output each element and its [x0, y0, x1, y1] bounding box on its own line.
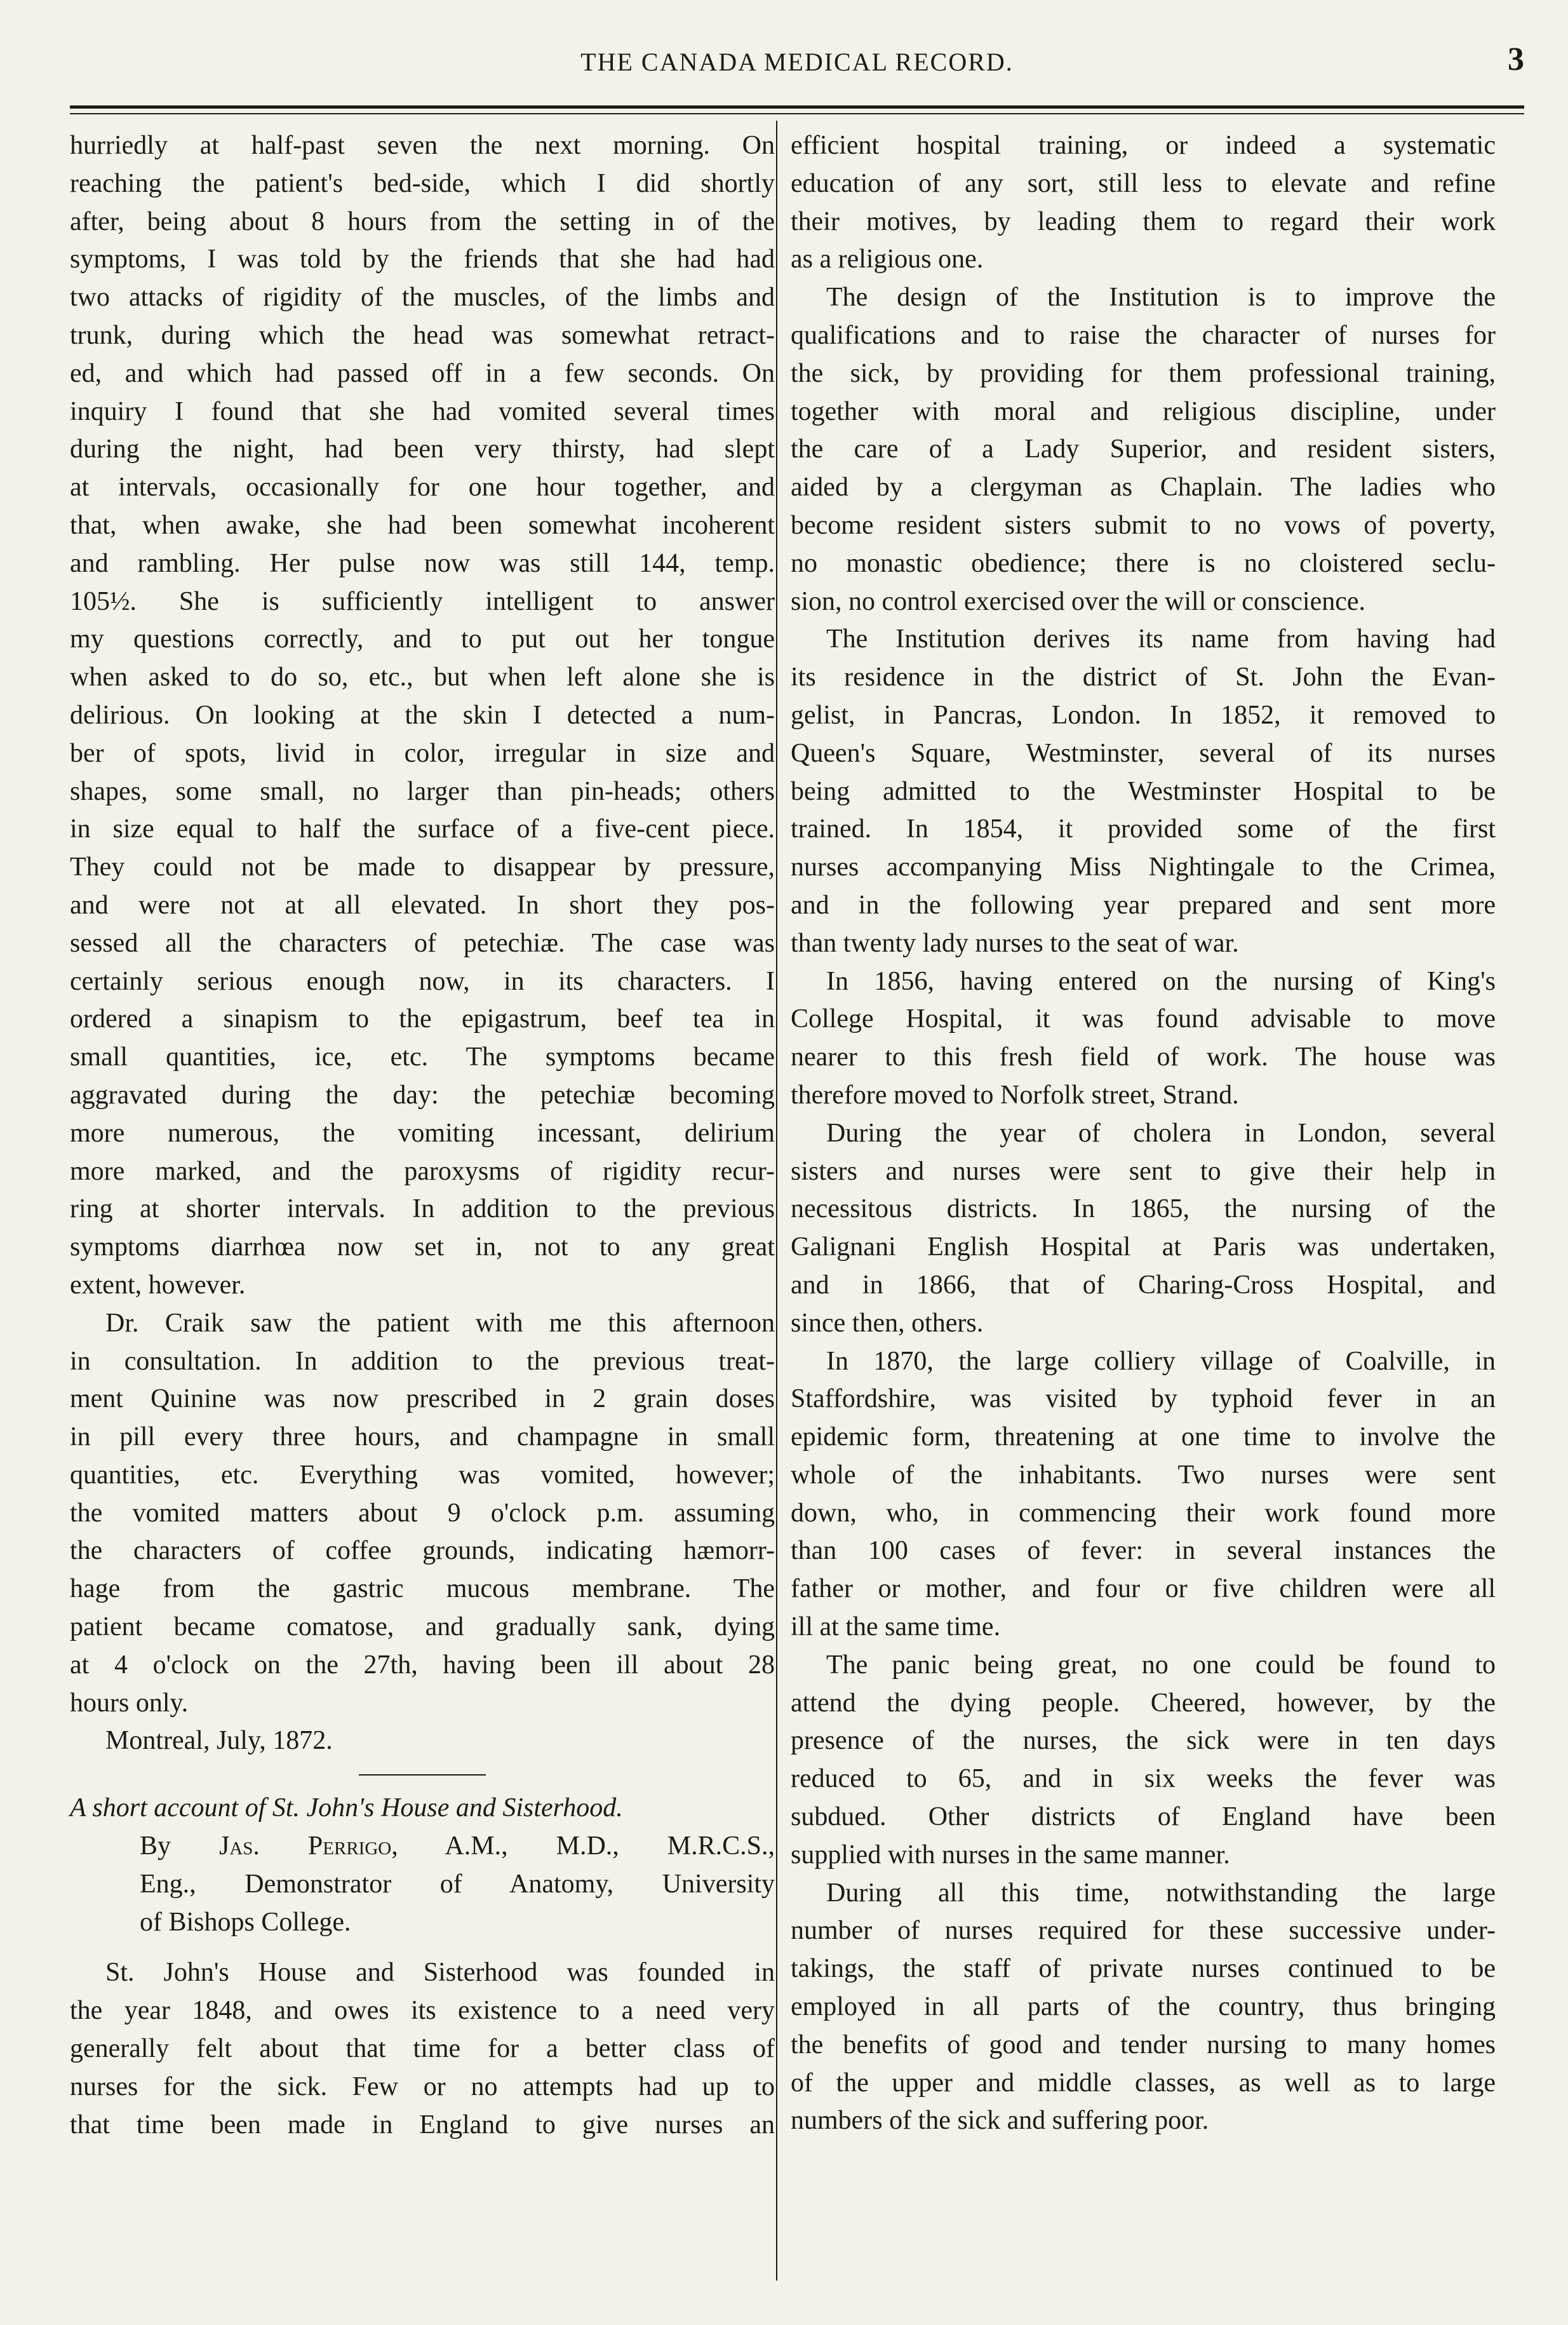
paragraph [791, 1343, 1496, 1647]
text-line: hage from the gastric mucous membrane. The [70, 1574, 775, 1604]
text-line: small quantities, ice, etc. The symptoms became [70, 1042, 775, 1072]
text-line: quantities, etc. Everything was vomited, however; [70, 1460, 775, 1490]
text-line: and in the following year prepared and sent more [791, 890, 1496, 920]
text-line: whole of the inhabitants. Two nurses were sent [791, 1460, 1496, 1490]
text-line: St. John's House and Sisterhood was founded in [105, 1958, 775, 1988]
text-line: qualifications and to raise the character of nurses for [791, 320, 1496, 350]
paragraph [791, 963, 1496, 1115]
right-column [791, 127, 1496, 2140]
byline [70, 1828, 775, 1941]
text-line: inquiry I found that she had vomited several times [70, 396, 775, 426]
text-line: more numerous, the vomiting incessant, delirium [70, 1118, 775, 1148]
text-line: nurses accompanying Miss Nightingale to the Crimea, [791, 852, 1496, 882]
text-line: being admitted to the Westminster Hospital to be [791, 776, 1496, 806]
text-line: patient became comatose, and gradually sank, dying [70, 1612, 775, 1642]
text-line: become resident sisters submit to no vows of poverty, [791, 510, 1496, 540]
paragraph [70, 1305, 775, 1723]
paragraph [791, 1647, 1496, 1875]
text-line: attend the dying people. Cheered, however, by the [791, 1688, 1496, 1718]
header-rule-thin [70, 113, 1524, 114]
text-line: symptoms, I was told by the friends that she had had [70, 245, 775, 274]
text-line: numbers of the sick and suffering poor. [791, 2106, 1209, 2136]
text-line: supplied with nurses in the same manner. [791, 1840, 1230, 1870]
paragraph [791, 1115, 1496, 1343]
text-line: extent, however. [70, 1270, 246, 1300]
byline-author: Jas. Perrigo, [219, 1831, 398, 1861]
text-line: father or mother, and four or five children were all [791, 1574, 1496, 1604]
text-line: symptoms diarrhœa now set in, not to any great [70, 1232, 775, 1262]
text-line: no monastic obedience; there is no cloistered seclu- [791, 548, 1496, 578]
header-rule-thick [70, 105, 1524, 109]
text-line: and in 1866, that of Charing-Cross Hospital, and [791, 1270, 1496, 1300]
text-line: nurses for the sick. Few or no attempts had up to [70, 2072, 775, 2101]
page-header [70, 38, 1524, 95]
text-line: College Hospital, it was found advisable to move [791, 1004, 1496, 1034]
text-line: the sick, by providing for them professional training, [791, 358, 1496, 388]
text-line: at 4 o'clock on the 27th, having been ill about 28 [70, 1650, 775, 1680]
text-line: than 100 cases of fever: in several instances the [791, 1536, 1496, 1566]
text-line: ring at shorter intervals. In addition to the previous [70, 1194, 775, 1224]
paragraph [70, 127, 775, 1305]
text-line: shapes, some small, no larger than pin-heads; others [70, 776, 775, 806]
text-line: ment Quinine was now prescribed in 2 grain doses [70, 1384, 775, 1414]
text-line: reaching the patient's bed-side, which I did shortly [70, 168, 775, 198]
text-line: that, when awake, she had been somewhat incoherent [70, 510, 775, 540]
dateline: Montreal, July, 1872. [105, 1726, 333, 1756]
text-line: sessed all the characters of petechiæ. The case was [70, 928, 775, 958]
text-line: efficient hospital training, or indeed a systematic [791, 131, 1496, 160]
column-divider [776, 121, 777, 2281]
text-line: ill at the same time. [791, 1612, 1001, 1642]
byline-line: of Bishops College. [140, 1907, 351, 1937]
text-line: sisters and nurses were sent to give their help in [791, 1156, 1496, 1186]
text-line: more marked, and the paroxysms of rigidity recur- [70, 1156, 775, 1186]
text-line: Dr. Craik saw the patient with me this afternoon [105, 1308, 775, 1338]
text-line: certainly serious enough now, in its characters. I [70, 966, 775, 996]
text-line: reduced to 65, and in six weeks the fever was [791, 1764, 1496, 1794]
text-line: at intervals, occasionally for one hour together, and [70, 473, 775, 502]
running-title: THE CANADA MEDICAL RECORD. [580, 48, 1014, 76]
text-line: delirious. On looking at the skin I detected a num- [70, 700, 775, 730]
text-line: trained. In 1854, it provided some of the first [791, 814, 1496, 844]
byline-by: By [140, 1831, 171, 1861]
text-line: employed in all parts of the country, thus bringing [791, 1992, 1496, 2022]
text-line: subdued. Other districts of England have been [791, 1802, 1496, 1832]
text-line: The panic being great, no one could be found to [826, 1650, 1496, 1680]
text-line: takings, the staff of private nurses continued to be [791, 1954, 1496, 1984]
text-line: the vomited matters about 9 o'clock p.m. assuming [70, 1498, 775, 1528]
text-line: gelist, in Pancras, London. In 1852, it removed to [791, 700, 1496, 730]
text-line: aggravated during the day: the petechiæ becoming [70, 1080, 775, 1110]
text-line: since then, others. [791, 1308, 984, 1338]
text-line: education of any sort, still less to elevate and refine [791, 168, 1496, 198]
text-line: down, who, in commencing their work found more [791, 1498, 1496, 1528]
text-line: as a religious one. [791, 245, 984, 274]
text-line: and rambling. Her pulse now was still 144, temp. [70, 548, 775, 578]
paragraph [791, 1875, 1496, 2141]
text-line: During all this time, notwithstanding the large [826, 1878, 1496, 1908]
text-line: two attacks of rigidity of the muscles, of the limbs and [70, 283, 775, 313]
text-line: the care of a Lady Superior, and resident sisters, [791, 435, 1496, 464]
page-number: 3 [1508, 41, 1524, 78]
text-line: after, being about 8 hours from the setting in of the [70, 206, 775, 236]
text-line: hurriedly at half-past seven the next morning. On [70, 131, 775, 160]
text-line: presence of the nurses, the sick were in ten days [791, 1726, 1496, 1756]
text-line: In 1870, the large colliery village of Coalville, in [826, 1346, 1496, 1376]
text-line: The design of the Institution is to improve the [826, 283, 1496, 313]
text-line: number of nurses required for these successive under- [791, 1916, 1496, 1946]
text-line: in size equal to half the surface of a five-cent piece. [70, 814, 775, 844]
text-line: the characters of coffee grounds, indicating hæmorr- [70, 1536, 775, 1566]
text-line: Queen's Square, Westminster, several of its nurses [791, 738, 1496, 768]
text-line: during the night, had been very thirsty, had slept [70, 435, 775, 464]
text-line: 105½. She is sufficiently intelligent to answer [70, 586, 775, 616]
paragraph [791, 127, 1496, 279]
byline-degrees: A.M., M.D., M.R.C.S., [445, 1831, 775, 1861]
text-line: trunk, during which the head was somewhat retract- [70, 320, 775, 350]
byline-line: Eng., Demonstrator of Anatomy, University [140, 1869, 775, 1899]
text-line: ordered a sinapism to the epigastrum, beef tea in [70, 1004, 775, 1034]
text-line: hours only. [70, 1688, 189, 1718]
text-line: together with moral and religious discipline, under [791, 396, 1496, 426]
article-title: A short account of St. John's House and Sisterhood. [70, 1793, 623, 1823]
paragraph [70, 1954, 775, 2144]
text-line: the benefits of good and tender nursing to many homes [791, 2030, 1496, 2059]
text-line: Staffordshire, was visited by typhoid fever in an [791, 1384, 1496, 1414]
text-line: sion, no control exercised over the will or conscience. [791, 586, 1366, 616]
text-line: In 1856, having entered on the nursing of King's [826, 966, 1496, 996]
text-line: The Institution derives its name from having had [826, 624, 1496, 654]
spacer [70, 1941, 775, 1954]
text-line: that time been made in England to give nurses an [70, 2110, 775, 2140]
article-separator-rule [359, 1774, 486, 1776]
text-line: the year 1848, and owes its existence to a need very [70, 1996, 775, 2026]
paragraph [791, 279, 1496, 621]
text-line: necessitous districts. In 1865, the nursing of the [791, 1194, 1496, 1224]
text-line: of the upper and middle classes, as well as to large [791, 2068, 1496, 2098]
text-line: ber of spots, livid in color, irregular in size and [70, 738, 775, 768]
text-line: in pill every three hours, and champagne in small [70, 1422, 775, 1452]
text-line: when asked to do so, etc., but when left alone she is [70, 663, 775, 692]
paragraph [791, 621, 1496, 962]
text-line: generally felt about that time for a better class of [70, 2034, 775, 2064]
text-line: its residence in the district of St. John the Evan- [791, 663, 1496, 692]
text-line: aided by a clergyman as Chaplain. The ladies who [791, 473, 1496, 502]
left-column [70, 127, 775, 2144]
text-line: their motives, by leading them to regard their work [791, 206, 1496, 236]
text-line: than twenty lady nurses to the seat of war. [791, 928, 1239, 958]
text-line: During the year of cholera in London, several [826, 1118, 1496, 1148]
text-line: my questions correctly, and to put out her tongue [70, 624, 775, 654]
text-line: epidemic form, threatening at one time to involve the [791, 1422, 1496, 1452]
text-line: ed, and which had passed off in a few seconds. On [70, 358, 775, 388]
text-line: and were not at all elevated. In short they pos- [70, 890, 775, 920]
text-line: nearer to this fresh field of work. The house was [791, 1042, 1496, 1072]
text-line: in consultation. In addition to the previous treat- [70, 1346, 775, 1376]
text-line: therefore moved to Norfolk street, Strand. [791, 1080, 1239, 1110]
text-line: Galignani English Hospital at Paris was undertaken, [791, 1232, 1496, 1262]
text-line: They could not be made to disappear by pressure, [70, 852, 775, 882]
